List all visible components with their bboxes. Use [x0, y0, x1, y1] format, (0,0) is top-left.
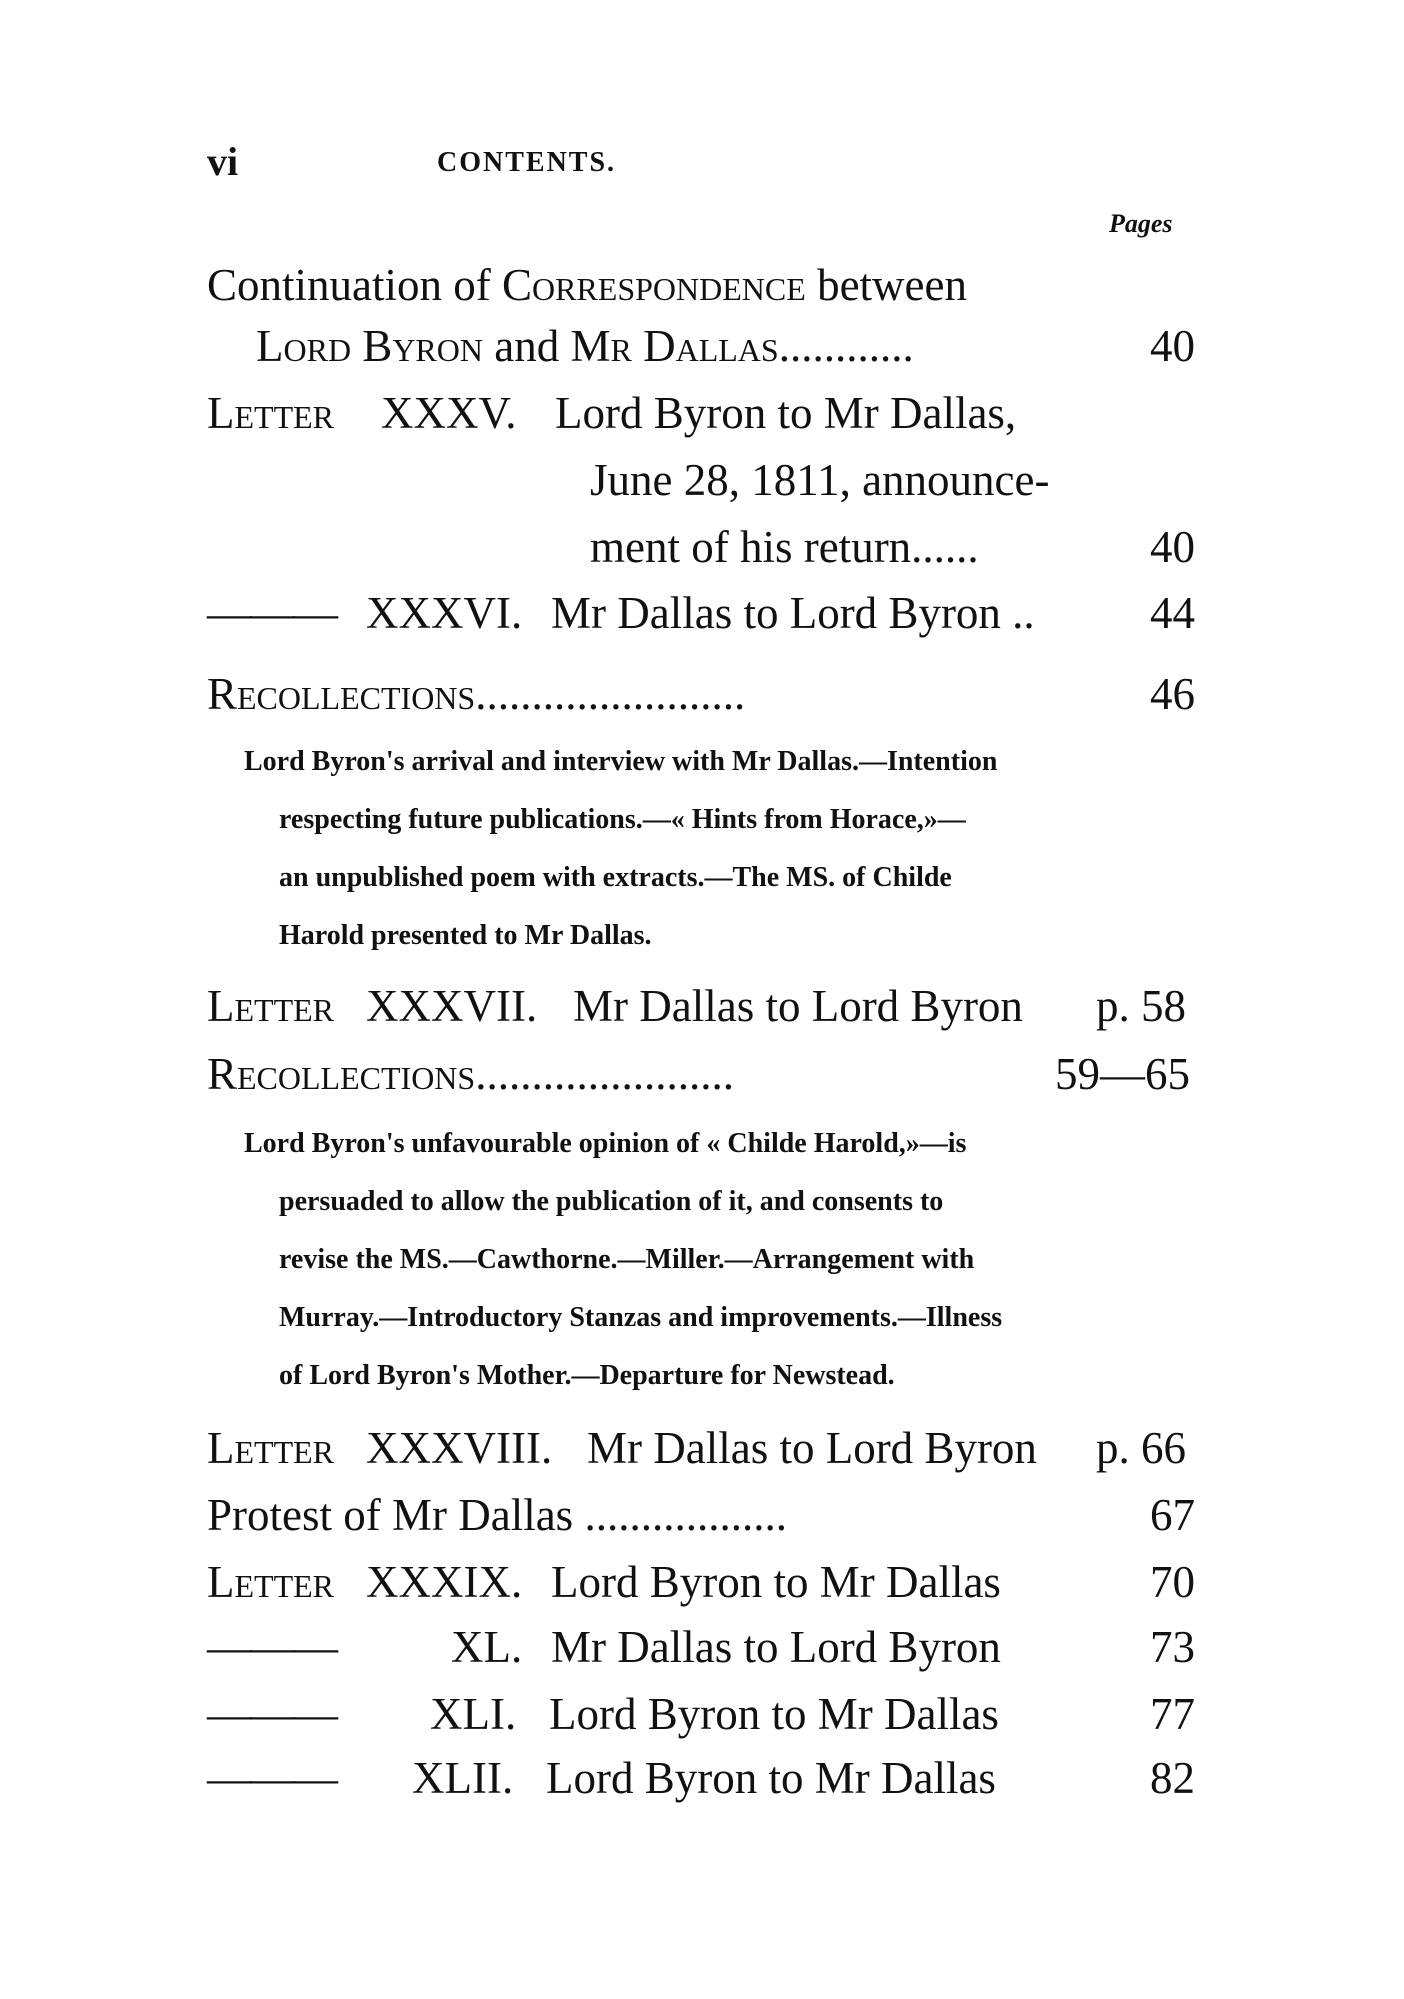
toc-summary-line: revise the MS.—Cawthorne.—Miller.—Arrangement with	[279, 1244, 975, 1275]
toc-letter-36-text: Mr Dallas to Lord Byron ..	[551, 588, 1035, 638]
toc-summary-line: an unpublished poem with extracts.—The MS. of Childe	[279, 862, 952, 893]
toc-page-number: 40	[1150, 522, 1195, 572]
toc-summary-line: Murray.—Introductory Stanzas and improvements.—Illness	[279, 1302, 1003, 1333]
toc-letter-35-line2: June 28, 1811, announce-	[590, 455, 1050, 505]
toc-letter-numeral: XLII.	[412, 1753, 514, 1803]
toc-page-number: 67	[1150, 1490, 1195, 1540]
toc-recollections-2: Recollections.......................	[207, 1049, 734, 1099]
toc-ditto-dash: ———	[207, 1689, 336, 1739]
toc-page-number: 59—65	[1055, 1049, 1190, 1099]
toc-letter-label: Letter	[207, 1423, 335, 1473]
toc-summary-line: respecting future publications.—« Hints from Horace,»—	[279, 804, 966, 835]
page-number: vi	[207, 139, 239, 184]
toc-summary-line: Harold presented to Mr Dallas.	[279, 920, 652, 951]
toc-page-number: 40	[1150, 321, 1195, 371]
toc-letter-numeral: XXXVI.	[366, 588, 523, 638]
toc-letter-40-text: Mr Dallas to Lord Byron	[551, 1622, 1001, 1672]
toc-page-number: p. 66	[1096, 1423, 1186, 1473]
toc-page-number: 70	[1150, 1557, 1195, 1607]
toc-letter-numeral: XXXIX.	[366, 1557, 523, 1607]
toc-summary-line: of Lord Byron's Mother.—Departure for Newstead.	[279, 1360, 895, 1391]
toc-letter-numeral: XXXVII.	[366, 981, 538, 1031]
toc-letter-41-text: Lord Byron to Mr Dallas	[549, 1689, 999, 1739]
toc-protest: Protest of Mr Dallas ..................	[207, 1490, 787, 1540]
toc-entry-continuation-line2: Lord Byron and Mr Dallas............	[256, 321, 914, 371]
toc-letter-42-text: Lord Byron to Mr Dallas	[546, 1753, 996, 1803]
toc-letter-numeral: XLI.	[430, 1689, 517, 1739]
toc-recollections-1: Recollections........................	[207, 669, 746, 719]
toc-page-number: 77	[1150, 1689, 1195, 1739]
toc-letter-label: Letter	[207, 1557, 335, 1607]
toc-page-number: p. 58	[1096, 981, 1186, 1031]
pages-column-label: Pages	[1109, 209, 1173, 238]
toc-letter-numeral: XL.	[451, 1622, 523, 1672]
toc-page-number: 46	[1150, 669, 1195, 719]
toc-page-number: 44	[1150, 588, 1195, 638]
page-title: CONTENTS.	[437, 147, 617, 178]
toc-letter-numeral: XXXVIII.	[366, 1423, 553, 1473]
toc-letter-label: Letter	[207, 981, 335, 1031]
toc-summary-line: Lord Byron's arrival and interview with Mr Dallas.—Intention	[244, 746, 998, 777]
toc-page-number: 82	[1150, 1753, 1195, 1803]
toc-letter-39-text: Lord Byron to Mr Dallas	[551, 1557, 1001, 1607]
toc-letter-35-line3: ment of his return......	[590, 522, 979, 572]
toc-ditto-dash: ———	[207, 1753, 336, 1803]
toc-ditto-dash: ———	[207, 588, 336, 638]
toc-letter-37-text: Mr Dallas to Lord Byron	[573, 981, 1023, 1031]
toc-letter-numeral: XXXV.	[381, 388, 517, 438]
toc-summary-line: persuaded to allow the publication of it, and consents to	[279, 1186, 944, 1217]
toc-letter-35-line1: Lord Byron to Mr Dallas,	[555, 388, 1017, 438]
toc-entry-continuation-line1: Continuation of Correspondence between	[207, 260, 967, 310]
toc-summary-line: Lord Byron's unfavourable opinion of « Childe Harold,»—is	[244, 1128, 967, 1159]
toc-ditto-dash: ———	[207, 1622, 336, 1672]
toc-page-number: 73	[1150, 1622, 1195, 1672]
toc-letter-38-text: Mr Dallas to Lord Byron	[587, 1423, 1037, 1473]
toc-letter-label: Letter	[207, 388, 335, 438]
